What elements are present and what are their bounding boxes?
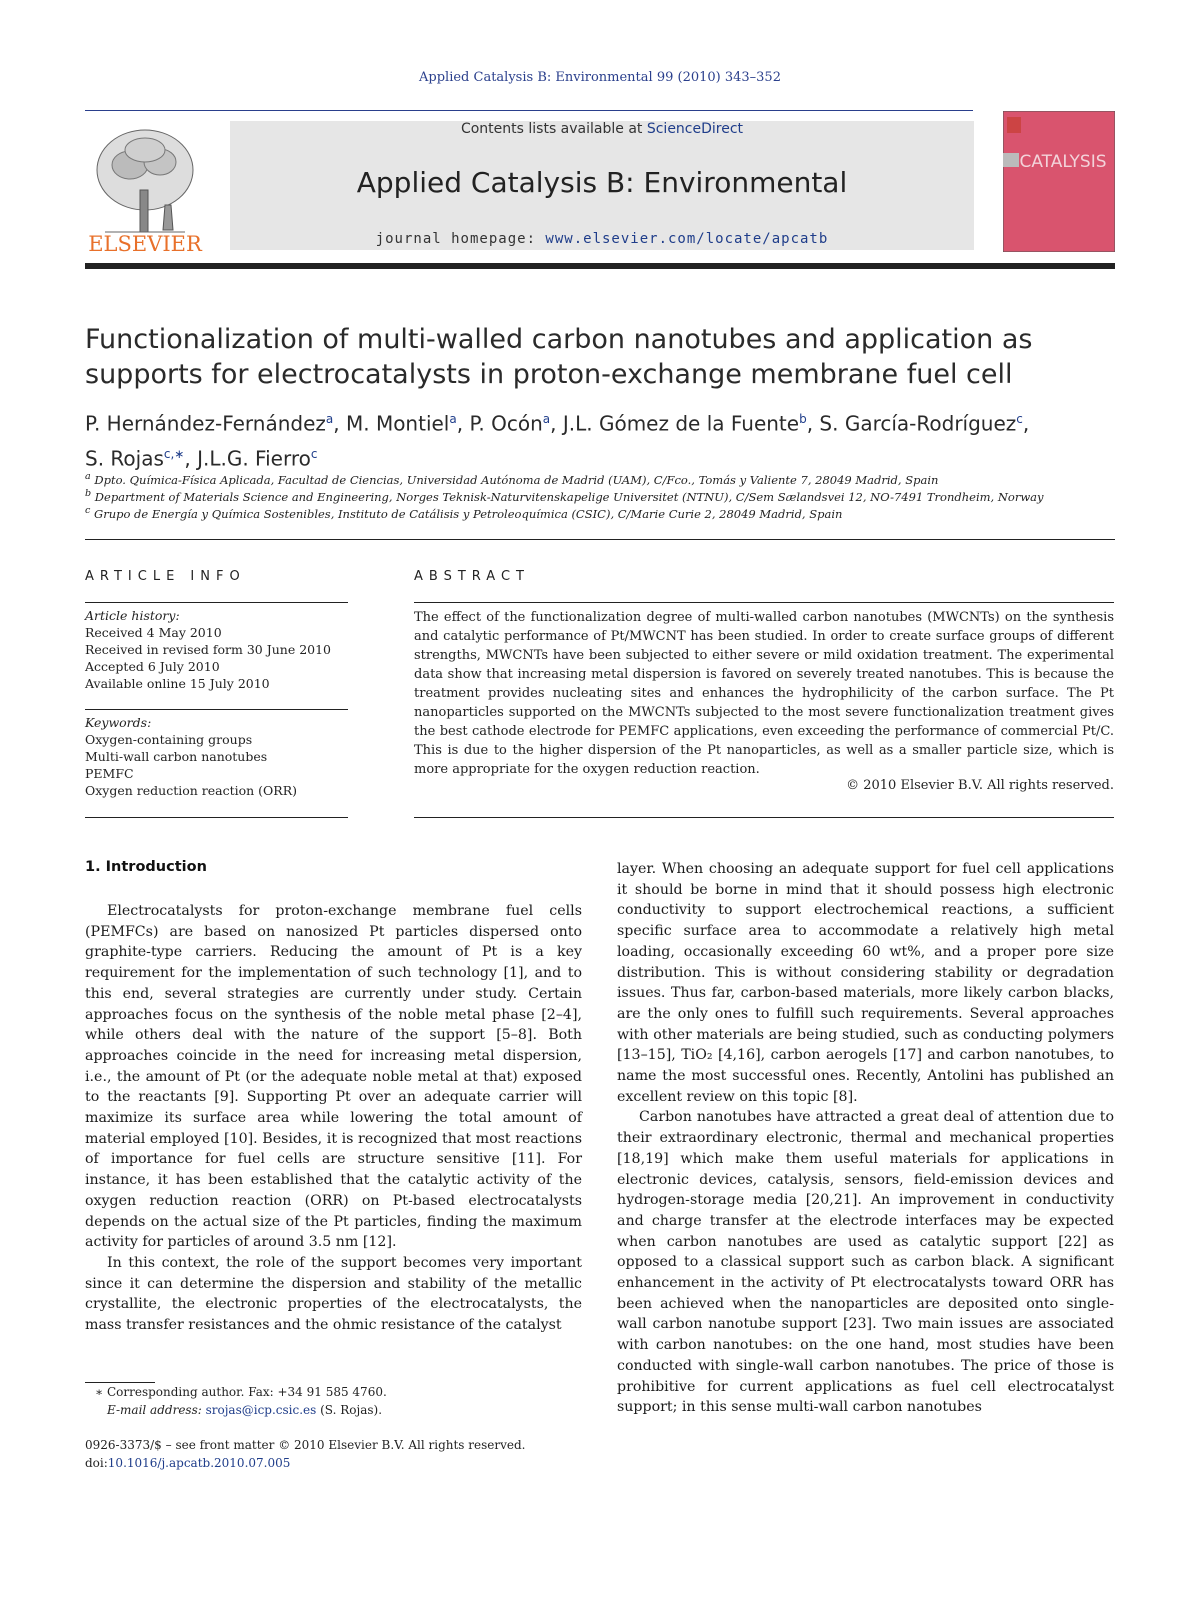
- history-item: Received 4 May 2010: [85, 625, 222, 640]
- elsevier-logo: [85, 120, 205, 255]
- history-item: Accepted 6 July 2010: [85, 659, 220, 674]
- section-heading-introduction: 1. Introduction: [85, 859, 207, 875]
- journal-cover-image: [1003, 111, 1115, 252]
- paragraph: Electrocatalysts for proton-exchange membrane fuel cells (PEMFCs) are based on nanosized Pt particles dispersed onto graphite-type carriers. Reducing the amount of Pt is a key requirement for the implementation of such technology [1], and to this end, several strategies are currently under study. Certain approaches focus on the synthesis of the noble metal phase [2–4], while others deal with the nature of the support [5–8]. Both approaches coincide in the need for increasing metal dispersion, i.e., the amount of Pt (or the adequate noble metal at that) exposed to the reactants [9]. Supporting Pt over an adequate carrier will maximize its surface area while lowering the total amount of material employed [10]. Besides, it is recognized that most reactions of importance for fuel cells are structure sensitive [11]. For instance, it has been established that the catalytic activity of the oxygen reduction reaction (ORR) on Pt-based electrocatalysts depends on the actual size of the Pt particles, finding the maximum activity for particles of around 3.5 nm [12].: [85, 903, 582, 1251]
- author-name: M. Montiel: [345, 411, 450, 436]
- author-name: J.L.G. Fierro: [197, 446, 311, 471]
- author-affiliation-mark: c: [310, 446, 318, 461]
- contents-line: Contents lists available at ScienceDirect: [460, 121, 744, 137]
- article-title: Functionalization of multi-walled carbon nanotubes and application as supports for electrocatalysts in proton-exchange membrane fuel cell: [85, 324, 1033, 390]
- abstract-bottom-rule: [414, 817, 1114, 818]
- author-affiliation-mark: c,∗: [163, 446, 185, 461]
- email-link[interactable]: srojas@icp.csic.es: [205, 1403, 317, 1417]
- affiliation-c: $^c$ Grupo de Energía y Química Sostenibles, Instituto de Catálisis y Petroleoquímica (CSIC), C/Marie Curie 2, 28049 Madrid, Spain: [85, 505, 843, 521]
- author-affiliation-mark: c: [1016, 412, 1023, 426]
- affiliation-b: $^b$ Department of Materials Science and Engineering, Norges Teknisk-Naturvitenskapelige Universitet (NTNU), C/Sem Sælandsvei 12, NO-7491 Trondheim, Norway: [85, 488, 1044, 504]
- homepage-link[interactable]: www.elsevier.com/locate/apcatb: [545, 231, 829, 247]
- body-column-left: [85, 901, 582, 1336]
- author-name: P. Ocón: [469, 411, 543, 436]
- keyword: Multi-wall carbon nanotubes: [85, 749, 268, 764]
- doi-link[interactable]: 10.1016/j.apcatb.2010.07.005: [107, 1456, 291, 1470]
- article-history: Article history: Received 4 May 2010 Received in revised form 30 June 2010 Accepted 6 July 2010 Available online 15 July 2010: [85, 607, 348, 692]
- author-name: J.L. Gómez de la Fuente: [562, 411, 800, 436]
- paragraph: In this context, the role of the support becomes very important since it can determine the dispersion and stability of the metallic crystallite, the electronic properties of the electrocatalysts, the mass transfer resistances and the ohmic resistance of the catalyst: [85, 1254, 582, 1334]
- keyword: Oxygen reduction reaction (ORR): [85, 783, 297, 798]
- sciencedirect-link[interactable]: ScienceDirect: [646, 121, 744, 137]
- journal-citation: Applied Catalysis B: Environmental 99 (2010) 343–352: [419, 70, 781, 85]
- keywords-block: Keywords: Oxygen-containing groups Multi-wall carbon nanotubes PEMFC Oxygen reduction reaction (ORR): [85, 714, 348, 799]
- author-name: P. Hernández-Fernández: [85, 411, 326, 436]
- corresponding-author-note: ∗ Corresponding author. Fax: +34 91 585 4760. E-mail address: srojas@icp.csic.es (S. Rojas).: [95, 1385, 387, 1417]
- history-item: Received in revised form 30 June 2010: [85, 642, 332, 657]
- article-info-bottom-rule: [85, 817, 348, 818]
- cover-title: CATALYSIS: [1019, 152, 1107, 172]
- abstract-rule: [414, 602, 1114, 603]
- front-matter-note: 0926-3373/$ – see front matter © 2010 Elsevier B.V. All rights reserved. doi:10.1016/j.apcatb.2010.07.005: [85, 1438, 526, 1470]
- author-affiliation-mark: b: [799, 412, 807, 426]
- paragraph: layer. When choosing an adequate support for fuel cell applications it should be borne in mind that it should possess high electronic conductivity to support electrochemical reactions, a sufficient specific surface area to accommodate a relatively high metal loading, occasionally exceeding 60 wt%, and a proper pore size distribution. This is without considering stability or degradation issues. Thus far, carbon-based materials, more likely carbon blacks, are the only ones to fulfill such requirements. Several approaches with other materials are being studied, such as conducting polymers [13–15], TiO₂ [4,16], carbon aerogels [17] and carbon nanotubes, to name the most successful ones. Recently, Antolini has published an excellent review on this topic [8].: [617, 861, 1114, 1105]
- header-rule: [85, 110, 973, 111]
- author-affiliation-mark: a: [542, 412, 551, 426]
- journal-banner: [230, 121, 974, 250]
- author-affiliation-mark: a: [449, 412, 457, 426]
- journal-homepage: journal homepage: www.elsevier.com/locate/apcatb: [375, 231, 829, 247]
- paragraph: Carbon nanotubes have attracted a great deal of attention due to their extraordinary electronic, thermal and mechanical properties [18,19] which make them useful materials for applications in electronic devices, catalysis, sensors, field-emission devices and hydrogen-storage media [20,21]. An improvement in conductivity and charge transfer at the electrode interfaces may be expected when carbon nanotubes are used as catalytic support [22] as opposed to a classical support such as carbon black. A significant enhancement in the activity of Pt electrocatalysts toward ORR has been achieved when the nanoparticles are deposited onto single-wall carbon nanotube support [23]. Two main issues are associated with carbon nanotubes: on the one hand, most studies have been conducted with single-wall carbon nanotubes. The price of those is prohibitive for current applications as fuel cell electrocatalyst support; in this sense multi-wall carbon nanotubes: [617, 1109, 1114, 1416]
- history-item: Available online 15 July 2010: [85, 676, 270, 691]
- journal-title: Applied Catalysis B: Environmental: [356, 166, 848, 199]
- abstract-copyright: © 2010 Elsevier B.V. All rights reserved.: [846, 778, 1114, 793]
- article-info-rule: [85, 602, 348, 603]
- header-thick-rule: [85, 263, 1115, 269]
- abstract-label: ABSTRACT: [414, 569, 530, 584]
- article-info-label: ARTICLE INFO: [85, 569, 246, 584]
- author-affiliation-mark: a: [325, 412, 334, 426]
- keyword: Oxygen-containing groups: [85, 732, 253, 747]
- keywords-rule: [85, 709, 348, 710]
- abstract-text: The effect of the functionalization degree of multi-walled carbon nanotubes (MWCNTs) on the synthesis and catalytic performance of Pt/MWCNT has been studied. In order to create surface groups of different strengths, MWCNTs have been subjected to either severe or mild oxidation treatment. The experimental data show that increasing metal dispersion is favored on severely treated nanotubes. This is because the treatment provides nucleating sites and enhances the hydrophilicity of the carbon surface. The Pt nanoparticles supported on the MWCNTs subjected to the most severe functionalization treatment gives the best cathode electrode for PEMFC applications, even exceeding the performance of commercial Pt/C. This is due to the higher dispersion of the Pt nanoparticles, as well as a smaller particle size, which is more appropriate for the oxygen reduction reaction.: [414, 610, 1114, 777]
- author-name: S. Rojas: [85, 446, 164, 471]
- body-column-right: [617, 859, 1114, 1418]
- elsevier-wordmark: ELSEVIER: [88, 232, 202, 255]
- author-name: S. García-Rodríguez: [819, 411, 1017, 436]
- author-list: P. Hernández-Fernández$^a$, M. Montiel$^a$, P. Ocón$^a$, J.L. Gómez de la Fuente$^b$, S. García-Rodríguez$^c$, S. Rojas$^{c,∗}$, J.L.G. Fierro$^c$: [85, 411, 1030, 471]
- keyword: PEMFC: [85, 766, 134, 781]
- affiliation-a: $^a$ Dpto. Química-Física Aplicada, Facultad de Ciencias, Universidad Autónoma de Madrid (UAM), C/Fco., Tomás y Valiente 7, 28049 Madrid, Spain: [85, 471, 939, 487]
- affiliation-rule: [85, 539, 1115, 540]
